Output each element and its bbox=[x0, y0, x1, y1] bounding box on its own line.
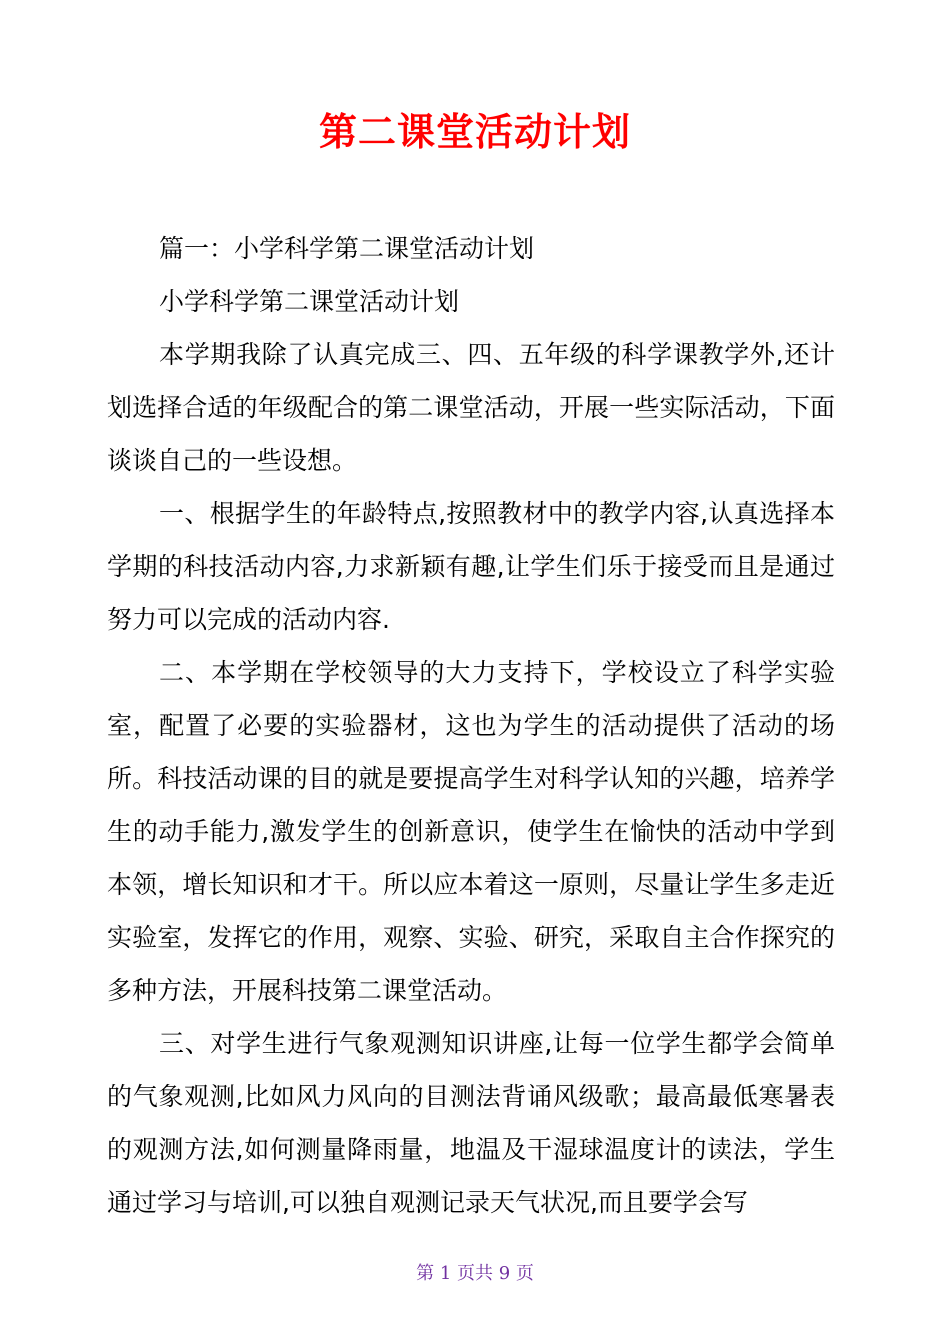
paragraph-subtitle: 小学科学第二课堂活动计划 bbox=[159, 287, 460, 316]
paragraph-intro: 本学期我除了认真完成三、四、五年级的科学课教学外,还计划选择合适的年级配合的第二课堂活动，开展一些实际活动，下面谈谈自己的一些设想。 bbox=[107, 340, 835, 475]
document-body bbox=[107, 222, 835, 1229]
page-number-footer: 第 1 页共 9 页 bbox=[416, 1263, 534, 1284]
paragraph-point-two: 二、本学期在学校领导的大力支持下，学校设立了科学实验室，配置了必要的实验器材，这也为学生的活动提供了活动的场所。科技活动课的目的就是要提高学生对科学认知的兴趣，培养学生的动手能力,激发学生的创新意识，使学生在愉快的活动中学到本领，增长知识和才干。所以应本着这一原则，尽量让学生多走近实验室，发挥它的作用，观察、实验、研究，采取自主合作探究的多种方法，开展科技第二课堂活动。 bbox=[107, 658, 835, 1005]
paragraph-heading: 篇一：小学科学第二课堂活动计划 bbox=[159, 234, 535, 263]
document-title: 第二课堂活动计划 bbox=[318, 110, 631, 154]
paragraph-point-one: 一、根据学生的年龄特点,按照教材中的教学内容,认真选择本学期的科技活动内容,力求新颖有趣,让学生们乐于接受而且是通过努力可以完成的活动内容. bbox=[107, 499, 835, 634]
paragraph-point-three: 三、对学生进行气象观测知识讲座,让每一位学生都学会简单的气象观测,比如风力风向的目测法背诵风级歌；最高最低寒暑表的观测方法,如何测量降雨量，地温及干湿球温度计的读法，学生通过学习与培训,可以独自观测记录天气状况,而且要学会写 bbox=[107, 1029, 835, 1217]
